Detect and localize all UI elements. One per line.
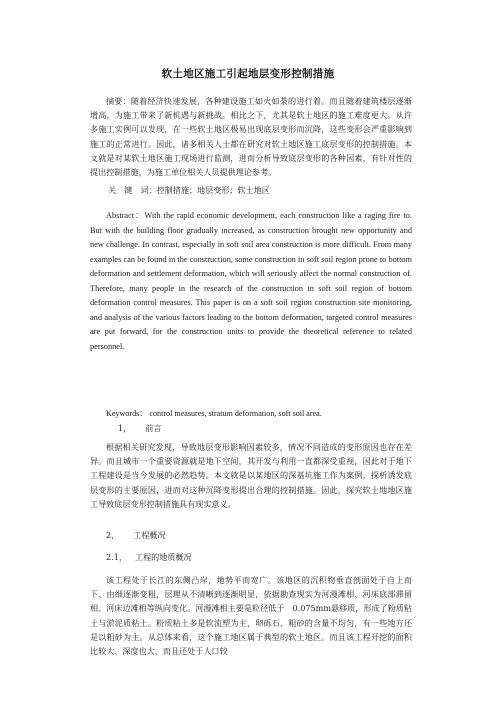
- section-1-number: 1，: [118, 423, 132, 433]
- section-1-body: [90, 440, 412, 511]
- section-1-heading: [118, 421, 458, 435]
- keywords-chinese: [108, 183, 448, 197]
- document-title: 软土地区施工引起地层变形控制措施: [161, 68, 335, 80]
- section-2-1-body: [90, 573, 412, 658]
- section-2-1-heading: [106, 550, 446, 564]
- abstract-chinese: [90, 94, 412, 179]
- abstract-english-text: Abstract：With the rapid economic development, each construction like a raging fire to. But with the building floor gradually increased, as construction brought new opportunity and new challenge. In contrast, especially in soft soil area construction is more difficult. From many examples can be found in the construction, some construction in soft soil region prone to bottom deformation and settlement deformation, which will seriously affect the normal construction of. Therefore, many people in the research of the construction in soft soil region of bottom deformation control measures. This paper is on a soft soil region construction site monitoring, and analysis of the various factors leading to the bottom deformation, targeted control measures are put forward, for the construction units to provide the theoretical reference to related personnel.: [90, 211, 412, 351]
- section-1-text: 根据相关研究发现，导致地层变形影响因素较多，情况不同造成的变形原因也存在差异。而且城市一个重要资源就是地下空间，其开发与利用一直都深受重视，因此对于地下工程建设是当今发展的必然趋势。本文就是以某地区的深基坑施工作为案例，探析诱发底层变形的主要原因，进而对这种沉降变形提出合理的控制措施。因此，探究软土地地区施工导致底层变形控制措施具有现实意义。: [90, 442, 412, 509]
- keywords-english: [106, 407, 446, 421]
- keywords-english-label: Keywords：: [106, 409, 148, 418]
- keywords-english-value: control measures, stratum deformation, soft soil area.: [149, 409, 322, 418]
- section-2-title: 工程概况: [133, 530, 166, 540]
- abstract-chinese-text: 摘要：随着经济快速发展，各种建设施工如火如荼的进行着。而且随着建筑楼层逐渐增高，为施工带来了新机遇与新挑战。相比之下，尤其是软土地区的施工难度更大。从许多施工实例可以发现，在一些软土地区极易出现底层变形而沉降，这些变形会严重影响到施工的正常进行。因此，诸多相关人士都在研究对软土地区施工底层变形的控制措施。本文就是对某软土地区施工现场进行监测，进而分析导致底层变形的各种因素，有针对性的提出控制措施，为施工单位相关人员提供理论参考。: [90, 96, 412, 178]
- keywords-chinese-label: 关 键 词：: [108, 185, 157, 195]
- section-2-1-number: 2.1，: [106, 552, 127, 562]
- keywords-chinese-value: 控制措施；地层变形；软土地区: [156, 185, 270, 195]
- section-2-heading: [106, 528, 446, 542]
- section-2-1-title: 工程的地质概况: [134, 552, 192, 562]
- section-2-number: 2，: [106, 530, 120, 540]
- section-1-title: 前言: [145, 423, 162, 433]
- section-2-1-text: 该工程处于长江的东侧凸岸，地势平而宽广。该地区的沉积物垂直剖面处于自上而下、由细逐渐变粗，层理从不清晰到逐渐明显，依据勘查现实为河漫滩相、河床底部滞留相、河床边滩相等纵向变化。河漫滩相主要是粒径低于 0.075mm悬移质，形成了粉质粘土与淤泥质粘土。粉质粘土多是软流塑为主，卵砾石、粗砂的含量不均匀，有一些地方还是以粗砂为主。从总体来看，这个施工地区属于典型的软土地区。而且该工程开挖的面积比较大、深度也大，而且还处于人口较: [90, 575, 412, 657]
- abstract-english: [90, 209, 412, 354]
